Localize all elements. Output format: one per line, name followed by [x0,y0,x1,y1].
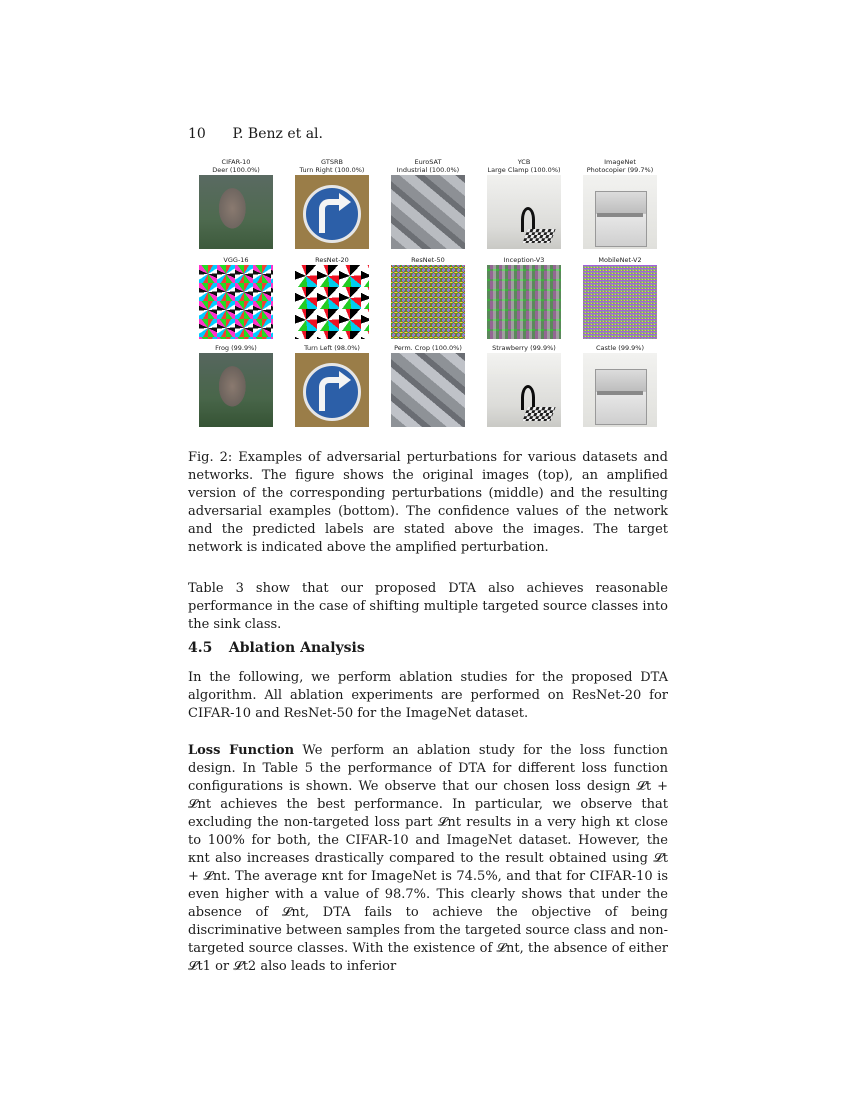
perturbation-image [295,265,369,339]
figure-cell-vgg-perturbation [188,256,284,339]
figure-cell-resnet20-perturbation [284,256,380,339]
page-number: 10 [188,126,206,142]
prediction-label: Turn Right (100.0%) [299,166,365,174]
satellite-image [391,175,465,249]
prediction-label: Turn Left (98.0%) [304,344,360,352]
figure-cell-eurosat-adversarial [380,344,476,427]
paragraph-ablation-intro: In the following, we perform ablation studies for the proposed DTA algorithm. All ablation experiments are performed on ResNet-20 for CIFAR-10 and ResNet-50 for the ImageNet dataset. [188,670,668,721]
dataset-label: YCB [517,158,531,166]
clamp-adversarial-image [487,353,561,427]
perturbation-image [583,265,657,339]
deer-image [199,175,273,249]
runin-heading: Loss Function [188,743,295,758]
network-label: VGG-16 [223,256,249,264]
clamp-image [487,175,561,249]
paragraph-loss-function [188,742,668,976]
figure-cell-gtsrb-original [284,158,380,249]
figure-cell-resnet50-perturbation [380,256,476,339]
network-label: MobileNet-V2 [598,256,642,264]
figure-cell-ycb-adversarial [476,344,572,427]
dataset-label: GTSRB [321,158,343,166]
perturbation-image [487,265,561,339]
network-label: Inception-V3 [503,256,545,264]
loss-function-text: We perform an ablation study for the loss function design. In Table 5 the performance of DTA for different loss function configurations is shown. We observe that our chosen loss design 𝓛t + 𝓛nt achieves the best performance. In particular, we observe that excluding the non-targeted loss part 𝓛nt results in a very high κt close to 100% for both, the CIFAR-10 and ImageNet dataset. However, the κnt also increases drastically compared to the result obtained using 𝓛t + 𝓛nt. The average κnt for ImageNet is 74.5%, and that for CIFAR-10 is even higher with a value of 98.7%. This clearly shows that under the absence of 𝓛nt, DTA fails to achieve the objective of being discriminative between samples from the targeted source class and non-targeted source classes. With the existence of 𝓛nt, the absence of either 𝓛t1 or 𝓛t2 also leads to inferior [188,743,668,974]
dataset-label: ImageNet [604,158,636,166]
photocopier-adversarial-image [583,353,657,427]
satellite-adversarial-image [391,353,465,427]
figure-cell-imagenet-original [572,158,668,249]
traffic-sign-image [295,175,369,249]
dataset-label: CIFAR-10 [221,158,251,166]
traffic-sign-adversarial-image [295,353,369,427]
prediction-label: Perm. Crop (100.0%) [394,344,462,352]
figure-cell-cifar-original [188,158,284,249]
photocopier-image [583,175,657,249]
page-header [188,126,323,142]
prediction-label: Frog (99.9%) [215,344,257,352]
section-heading [188,640,668,656]
section-number: 4.5 [188,640,213,656]
section-title: Ablation Analysis [228,640,365,656]
figure-cell-ycb-original [476,158,572,249]
prediction-label: Industrial (100.0%) [396,166,460,174]
prediction-label: Deer (100.0%) [212,166,260,174]
figure-cell-imagenet-adversarial [572,344,668,427]
paragraph-table3: Table 3 show that our proposed DTA also achieves reasonable performance in the case of shifting multiple targeted source classes into the sink class. [188,581,668,632]
dataset-label: EuroSAT [414,158,442,166]
figure-cell-cifar-adversarial [188,344,284,427]
running-authors: P. Benz et al. [232,126,323,142]
prediction-label: Strawberry (99.9%) [492,344,556,352]
figure-cell-gtsrb-adversarial [284,344,380,427]
figure-cell-mobilenet-perturbation [572,256,668,339]
prediction-label: Large Clamp (100.0%) [487,166,561,174]
prediction-label: Castle (99.9%) [595,344,645,352]
perturbation-image [199,265,273,339]
figure-caption: Fig. 2: Examples of adversarial perturbations for various datasets and networks. The figure shows the original images (top), an amplified version of the corresponding perturbations (middle) and the resulting adversarial examples (bottom). The confidence values of the network and the predicted labels are stated above the images. The target network is indicated above the amplified perturbation. [188,450,668,555]
deer-adversarial-image [199,353,273,427]
perturbation-image [391,265,465,339]
figure-cell-eurosat-original [380,158,476,249]
figure-cell-inception-perturbation [476,256,572,339]
network-label: ResNet-50 [411,256,445,264]
network-label: ResNet-20 [315,256,349,264]
prediction-label: Photocopier (99.7%) [586,166,654,174]
figure-adversarial-examples [188,158,668,434]
